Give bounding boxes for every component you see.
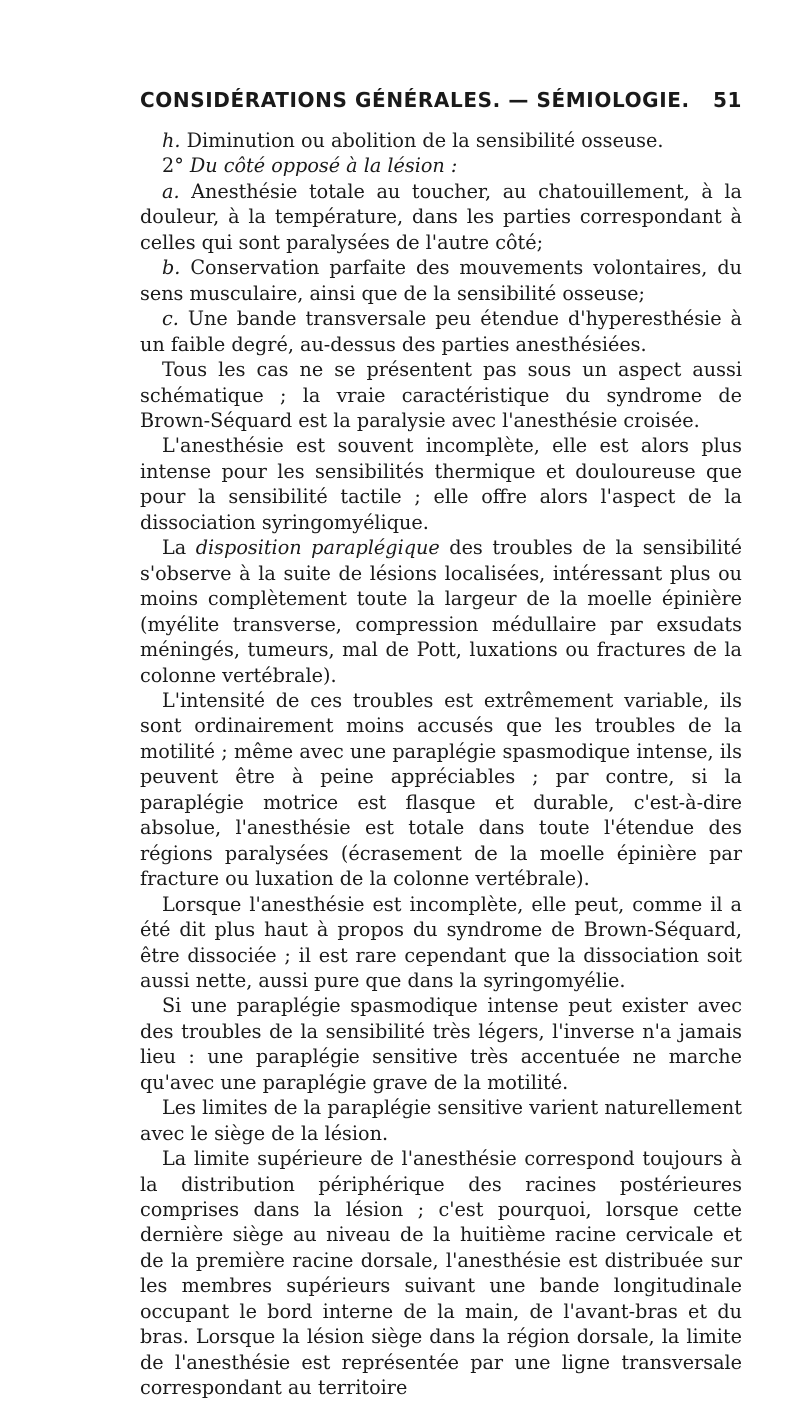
paragraph: L'anesthésie est souvent incomplète, elle est alors plus intense pour les sensibilités thermique et douloureuse que pour la sensibilité tactile ; elle offre alors l'aspect de la dissociation syringomyélique. [140, 434, 742, 534]
paragraph-text: Diminution ou abolition de la sensibilité osseuse. [186, 129, 664, 152]
paragraph-text: des troubles de la sensibilité s'observe à la suite de lésions localisées, intéressant plus ou moins complètement toute la largeur de la moelle épinière (myélite transverse, compression médullaire par exsudats méningés, tumeurs, mal de Pott, luxations ou fractures de la colonne vertébrale). [140, 536, 743, 687]
page-number: 51 [712, 88, 742, 112]
paragraph: L'intensité de ces troubles est extrêmement variable, ils sont ordinairement moins accusés que les troubles de la motilité ; même avec une paraplégie spasmodique intense, ils peuvent être à peine appréciables ; par contre, si la paraplégie motrice est flasque et durable, c'est-à-dire absolue, l'anesthésie est totale dans toute l'étendue des régions paralysées (écrasement de la moelle épinière par fracture ou luxation de la colonne vertébrale). [140, 688, 742, 891]
paragraph: Lorsque l'anesthésie est incomplète, elle peut, comme il a été dit plus haut à propos du syndrome de Brown-Séquard, être dissociée ; il est rare cependant que la dissociation soit aussi nette, aussi pure que dans la syringomyélie. [140, 892, 742, 992]
paragraph: La limite supérieure de l'anesthésie correspond toujours à la distribution périphérique des racines postérieures comprises dans la lésion ; c'est pourquoi, lorsque cette dernière siège au niveau de la huitième racine cervicale et de la première racine dorsale, l'anesthésie est distribuée sur les membres supérieurs suivant une bande longitudinale occupant le bord interne de la main, de l'avant-bras et du bras. Lorsque la lésion siège dans la région dorsale, la limite de l'anesthésie est représentée par une ligne transversale correspondant au territoire [140, 1147, 742, 1400]
subheading-opposite-side [140, 153, 742, 178]
running-title: CONSIDÉRATIONS GÉNÉRALES. — SÉMIOLOGIE. [140, 88, 690, 112]
paragraph-c [140, 306, 742, 357]
item-label: h. [162, 129, 181, 152]
running-header [140, 88, 742, 112]
item-label: c. [162, 307, 179, 331]
paragraph-text: Conservation parfaite des mouvements volontaires, du sens musculaire, ainsi que de la sensibilité osseuse; [140, 256, 742, 305]
subheading-text: Du côté opposé à la lésion : [189, 154, 458, 178]
item-label: a. [162, 179, 180, 203]
paragraph-h [140, 128, 742, 153]
item-label: 2° [162, 154, 190, 178]
page-body [140, 128, 742, 1401]
item-label: b. [162, 256, 181, 280]
paragraph-lead: La [162, 536, 196, 560]
paragraph: Tous les cas ne se présentent pas sous un aspect aussi schématique ; la vraie caractéristique du syndrome de Brown-Séquard est la paralysie avec l'anesthésie croisée. [140, 358, 742, 432]
emphasis-term: disposition paraplégique [195, 536, 440, 560]
paragraph: Les limites de la paraplégie sensitive varient naturellement avec le siège de la lésion. [140, 1096, 742, 1145]
paragraph-paraplegic [140, 535, 742, 688]
paragraph: Si une paraplégie spasmodique intense peut exister avec des troubles de la sensibilité très légers, l'inverse n'a jamais lieu : une paraplégie sensitive très accentuée ne marche qu'avec une paraplégie grave de la motilité. [140, 994, 742, 1094]
paragraph-text: Une bande transversale peu étendue d'hyperesthésie à un faible degré, au-dessus des parties anesthésiées. [140, 307, 742, 356]
paragraph-a [140, 179, 742, 255]
paragraph-b [140, 255, 742, 306]
paragraph-text: Anesthésie totale au toucher, au chatouillement, à la douleur, à la température, dans les parties correspondant à celles qui sont paralysées de l'autre côté; [140, 179, 742, 254]
